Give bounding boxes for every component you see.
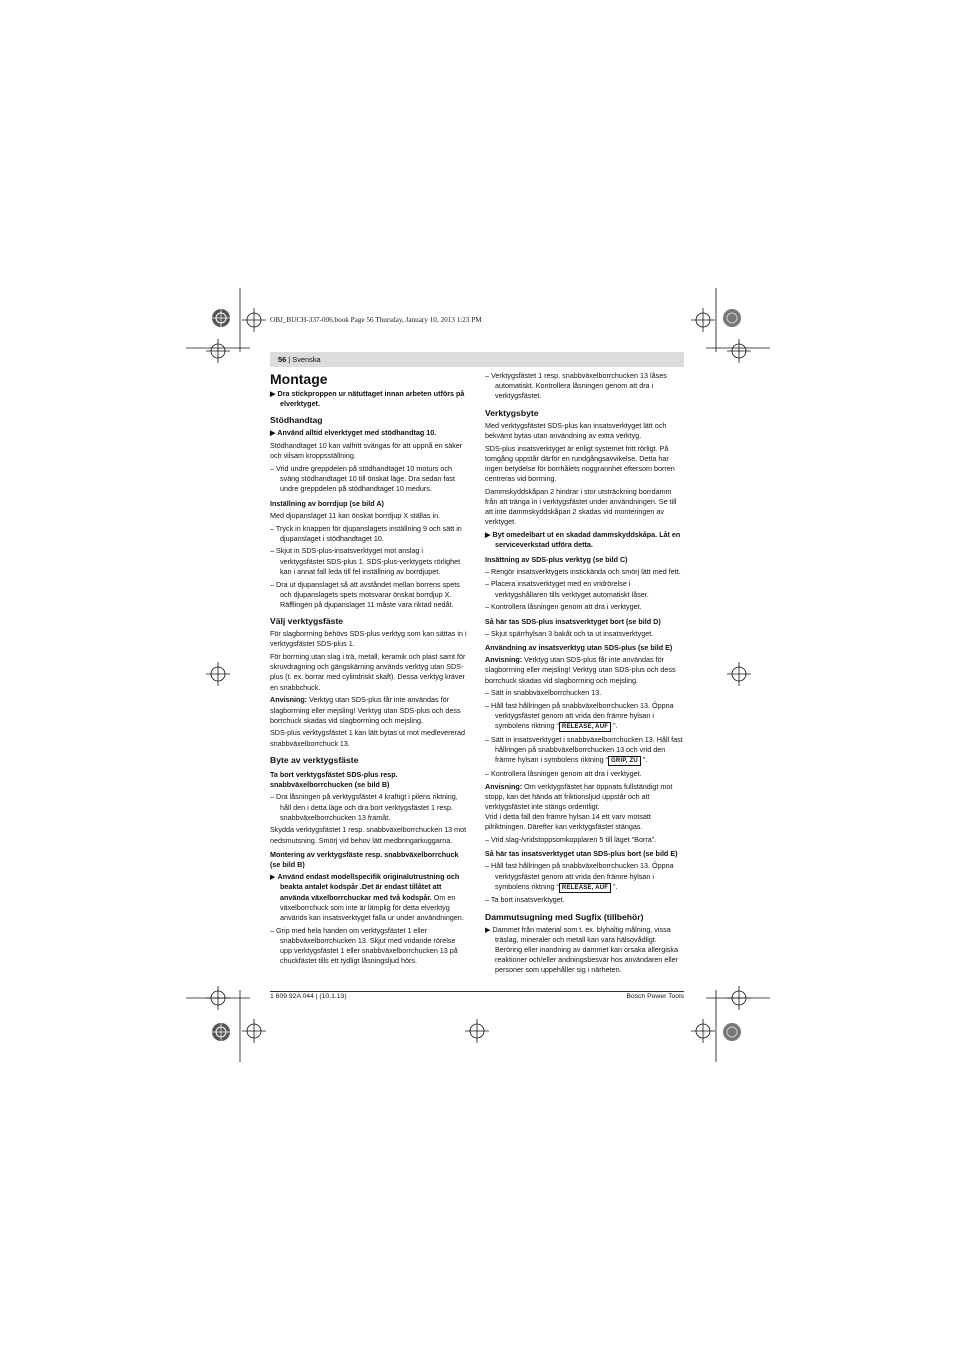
note: Anvisning: Verktyg utan SDS-plus får inte användas för slagborrning eller mejsling! Verktyg utan SDS-plus och dess borrchuck skadas vid slagborrning och mejsling. [270, 695, 461, 725]
release-symbol-badge: RELEASE, AUF [559, 883, 611, 893]
list-item: – Grip med hela handen om verktygsfästet 1 eller snabbväxelborrchucken 13. Skjut med vridande rörelse upp verktygsfästet 1 eller snabbväxelborrchucken 13 på chuckfästet tills ett tydligt låsningsljud hörs. [270, 925, 458, 966]
footer-brand: Bosch Power Tools [626, 993, 684, 1000]
warning: ▶ Byt omedelbart ut en skadad dammskyddskåpa. Låt en serviceverkstad utföra detta. [485, 530, 681, 550]
release-symbol-badge: RELEASE, AUF [559, 722, 611, 732]
paragraph: Med verktygsfästet SDS-plus kan insatsverktyget lätt och bekvämt bytas utan användning av extra verktyg. [485, 420, 667, 440]
list-item: – Dra låsningen på verktygsfästet 4 kraftigt i pilens riktning, håll den i detta läge och dra bort verktygsfästet 1 resp. snabbväxelborrchucken 13 framåt. [270, 792, 458, 822]
list-item: – Dra ut djupanslaget så att avståndet mellan borrens spets och djupanslagets spets motsvarar önskat borrdjup X. Räfflingen på djupanslaget 11 måste vara riktad nedåt. [270, 579, 460, 609]
heading-ta-bort-utan-sds: Så här tas insatsverktyget utan SDS-plus bort (se bild E) [485, 849, 678, 859]
heading-borrdjup: Inställning av borrdjup (se bild A) [270, 498, 384, 508]
list-item: – Håll fast hållringen på snabbväxelborrchucken 13. Öppna verktygsfästet genom att vrida den främre hylsan i symbolens riktning “ RELEASE, AUF ”. [485, 861, 674, 891]
warning: ▶ Dammet från material som t. ex. blyhaltig målning, vissa träslag, mineraler och metall kan vara hälsovådligt. Beröring eller inandning av dammet kan orsaka allergiska reaktioner och/eller andningsbesvär hos användaren eller personer som uppehåller sig i närheten. [485, 924, 678, 975]
heading-ta-bort-sds: Så här tas SDS-plus insatsverktyget bort (se bild D) [485, 616, 661, 626]
heading-valj-verktygsfaste: Välj verktygsfäste [270, 616, 344, 627]
list-item: – Sätt in snabbväxelborrchucken 13. [485, 688, 602, 698]
paragraph: SDS-plus insatsverktyget är enligt systemet fritt rörligt. På tomgång uppstår därför en rundgångsavvikelse. Detta har ingen betydelse för borrhålets noggrannhet eftersom borren centreras vid borrning. [485, 443, 675, 484]
paragraph: Skydda verktygsfästet 1 resp. snabbväxelborrchucken 13 mot nedsmutsning. Smörj vid behov lätt medbringarkuggarna. [270, 825, 467, 845]
paragraph: Med djupanslaget 11 kan önskat borrdjup X ställas in. [270, 510, 441, 520]
section-title: Montage [270, 371, 328, 387]
list-item: – Sätt in insatsverktyget i snabbväxelborrchucken 13. Håll fast hållringen på snabbväxelborrchucken 13 och vrid den främre hylsan i symbolens riktning “ GRIP, ZU ”. [485, 734, 683, 765]
note: Anvisning: Verktyg utan SDS-plus får inte användas för slagborrning eller mejsling! Verktyg utan SDS-plus och dess borrchuck skadas vid slagborrning och mejsling. [485, 655, 676, 685]
heading-verktygsbyte: Verktygsbyte [485, 407, 539, 418]
list-item: – Skjut spärrhylsan 3 bakåt och ta ut insatsverktyget. [485, 628, 654, 638]
paragraph: Dammskyddskåpan 2 hindrar i stor utsträckning borrdamm från att tränga in i verktygsfästet under användningen. Se till att inte dammskyddskåpan 2 skadas vid monteringen av verktyget. [485, 486, 677, 527]
page-header-bar [270, 352, 684, 367]
heading-dammutsugning: Dammutsugning med Sugfix (tillbehör) [485, 911, 644, 922]
list-item: – Håll fast hållringen på snabbväxelborrchucken 13. Öppna verktygsfästet genom att vrida den främre hylsan i symbolens riktning “ RELEASE, AUF ”. [485, 700, 674, 731]
list-item: – Placera insatsverktyget med en vridrörelse i verktygshållaren tills verktyget automatiskt låser. [485, 579, 649, 599]
list-item: – Kontrollera låsningen genom att dra i verktyget. [485, 768, 642, 778]
list-item: – Vrid slag-/vridstoppsomkopplaren 5 till läget ”Borra”. [485, 835, 657, 845]
heading-montering: Montering av verktygsfäste resp. snabbväxelborrchuck (se bild B) [270, 849, 459, 870]
left-column [270, 371, 469, 969]
paragraph: För slagborrning behövs SDS-plus verktyg som kan sättas in i verktygsfästet SDS-plus 1. [270, 629, 467, 649]
paragraph: SDS-plus verktygsfästet 1 kan lätt bytas ut mot medlevererad snabbväxelborrchuck 13. [270, 728, 465, 748]
header-language: Svenska [292, 355, 321, 364]
page-number: 56 [278, 355, 287, 364]
list-item: – Verktygsfästet 1 resp. snabbväxelborrchucken 13 låses automatiskt. Kontrollera låsningen genom att dra i verktygsfästet. [485, 371, 667, 401]
footer-doc-number: 1 609 92A 044 | (10.1.13) [270, 993, 347, 1000]
heading-ta-bort: Ta bort verktygsfästet SDS-plus resp. snabbväxelborrchucken (se bild B) [270, 769, 398, 790]
paragraph: Stödhandtaget 10 kan valfritt svängas för att uppnå en säker och vilsam kroppsställning. [270, 441, 463, 461]
list-item: – Vrid undre greppdelen på stödhandtaget 10 moturs och sväng stödhandtaget 10 till önskat läge. Dra sedan fast undre greppdelen på stödhandtaget 10 medurs. [270, 464, 456, 494]
grip-symbol-badge: GRIP, ZU [608, 756, 641, 766]
right-column [485, 371, 684, 978]
list-item: – Skjut in SDS-plus-insatsverktyget mot anslag i verktygsfästet SDS-plus 1. SDS-plus-verktygets rörlighet kan i annat fall leda till fel inställning av borrdjupet. [270, 546, 461, 576]
heading-anvandning: Användning av insatsverktyg utan SDS-plus (se bild E) [485, 642, 673, 652]
list-item: – Ta bort insatsverktyget. [485, 895, 565, 905]
warning: ▶ Dra stickproppen ur nätuttaget innan arbeten utförs på elverktyget. [270, 389, 465, 409]
header-separator: | [288, 355, 293, 364]
warning: ▶ Använd endast modellspecifik originalutrustning och beakta antalet kodspår .Det är endast tillåtet att använda växelborrchuckar med två kodspår. Om en växelborrchuck som inte är lämplig för detta elverktyg används kan insatsverktyget falla ur under användningen. [270, 872, 464, 923]
file-meta: OBJ_BUCH-337-006.book Page 56 Thursday, January 10, 2013 1:23 PM [270, 316, 482, 324]
list-item: – Rengör insatsverktygets instickända och smörj lätt med fett. [485, 566, 681, 576]
heading-stodhandtag: Stödhandtag [270, 415, 323, 426]
note: Anvisning: Om verktygsfästet har öppnats fullständigt mot stopp, kan det hända att friktionsljud uppstår och att verktygsfästet inte stängs ordentligt. Vrid i detta fall den främre hylsan 14 ett varv motsatt pilriktningen. Därefter kan verktygsfästet stängas. [485, 781, 673, 832]
heading-insattning: Insättning av SDS-plus verktyg (se bild C) [485, 554, 628, 564]
paragraph: För borrning utan slag i trä, metall, keramik och plast samt för skruvdragning och gängskärning används verktyg utan SDS-plus (t. ex. borrar med cylindriskt skaft). Dessa verktyg kräver en snabbchuck. [270, 652, 466, 692]
heading-byte: Byte av verktygsfäste [270, 754, 359, 765]
warning: ▶ Använd alltid elverktyget med stödhandtag 10. [270, 428, 437, 438]
footer-rule [270, 991, 684, 992]
list-item: – Tryck in knappen för djupanslagets inställning 9 och sätt in djupanslaget i stödhandtaget 10. [270, 523, 462, 543]
list-item: – Kontrollera låsningen genom att dra i verktyget. [485, 602, 642, 612]
